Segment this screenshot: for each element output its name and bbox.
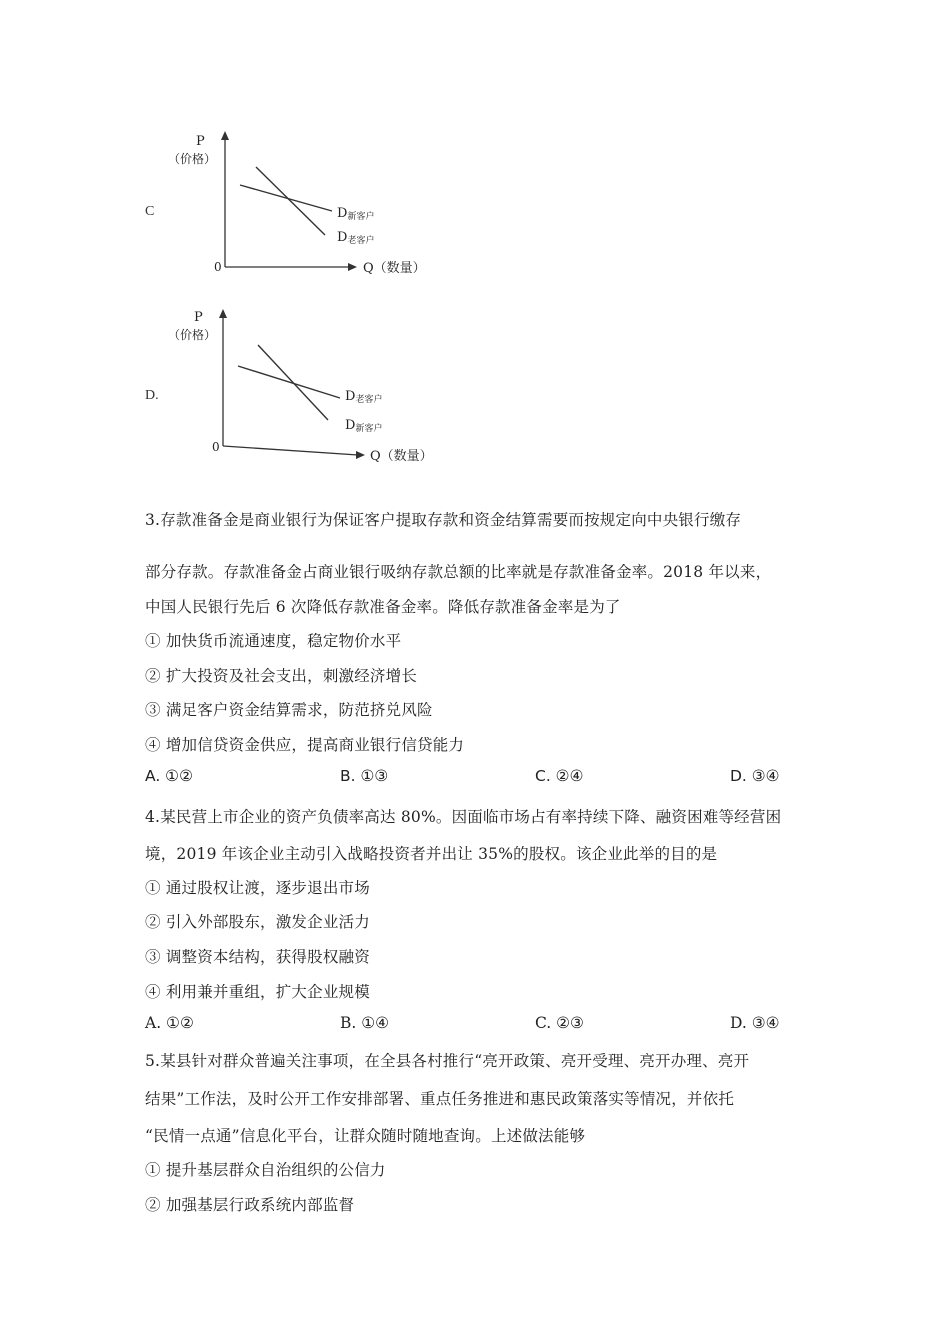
- origin-label: 0: [212, 440, 220, 454]
- demand-old-label-sub: 老客户: [347, 236, 375, 246]
- demand-line-old: [238, 366, 340, 398]
- demand-line-new: [258, 345, 328, 420]
- y-axis-label: P: [194, 310, 203, 325]
- y-axis-sub-label: （价格）: [168, 328, 217, 342]
- option-c-graph: [160, 125, 460, 285]
- q3-choices: [145, 767, 795, 789]
- q4-choice-c[interactable]: C. ②③: [535, 1014, 584, 1032]
- x-axis-label: Q（数量）: [370, 449, 433, 464]
- option-d-graph: [160, 305, 460, 470]
- demand-old-label-main: D: [337, 230, 348, 245]
- y-axis-sub-label: （价格）: [168, 152, 217, 166]
- q5-item-1: ① 提升基层群众自治组织的公信力: [145, 1161, 386, 1179]
- x-axis-arrow: [356, 451, 365, 459]
- q5-stem-line-2: 结果”工作法，及时公开工作安排部署、重点任务推进和惠民政策落实等情况，并依托: [145, 1090, 735, 1108]
- q3-item-1: ① 加快货币流通速度，稳定物价水平: [145, 632, 402, 650]
- y-axis-arrow: [219, 309, 227, 318]
- demand-new-label-main: D: [345, 418, 356, 433]
- origin-label: 0: [214, 260, 222, 274]
- option-c-letter: C: [145, 204, 155, 219]
- q3-item-2: ② 扩大投资及社会支出，刺激经济增长: [145, 667, 418, 685]
- q5-stem-line-1: 5.某县针对群众普遍关注事项，在全县各村推行“亮开政策、亮开受理、亮开办理、亮开: [145, 1052, 750, 1070]
- q4-choice-a[interactable]: A. ①②: [145, 1014, 194, 1032]
- x-axis-arrow: [348, 263, 357, 271]
- q4-item-1: ① 通过股权让渡，逐步退出市场: [145, 879, 370, 897]
- demand-old-label-main: D: [345, 389, 356, 404]
- q4-choice-b[interactable]: B. ①④: [340, 1014, 390, 1032]
- demand-old-label-sub: 老客户: [355, 395, 383, 405]
- y-axis-arrow: [221, 131, 229, 140]
- demand-line-old: [256, 167, 325, 235]
- q3-item-4: ④ 增加信贷资金供应，提高商业银行信贷能力: [145, 736, 465, 754]
- q4-stem-line-2: 境，2019 年该企业主动引入战略投资者并出让 35%的股权。该企业此举的目的是: [145, 845, 718, 863]
- q5-item-2: ② 加强基层行政系统内部监督: [145, 1196, 355, 1214]
- demand-line-new: [240, 185, 332, 211]
- demand-old-label: [337, 230, 374, 246]
- q3-choice-b[interactable]: B. ①③: [340, 767, 389, 785]
- x-axis-label: Q（数量）: [363, 261, 426, 276]
- q3-choice-d[interactable]: D. ③④: [730, 767, 780, 785]
- option-d-letter: D.: [145, 388, 159, 403]
- q3-stem-line-1: 3.存款准备金是商业银行为保证客户提取存款和资金结算需要而按规定向中央银行缴存: [145, 511, 742, 529]
- q4-choices: [145, 1014, 795, 1036]
- demand-new-label-sub: 新客户: [347, 212, 375, 222]
- demand-old-label: [345, 389, 382, 405]
- q4-item-3: ③ 调整资本结构，获得股权融资: [145, 948, 370, 966]
- y-axis-label: P: [196, 134, 205, 149]
- q3-choice-a[interactable]: A. ①②: [145, 767, 193, 785]
- q4-choice-d[interactable]: D. ③④: [730, 1014, 780, 1032]
- q4-item-2: ② 引入外部股东，激发企业活力: [145, 913, 370, 931]
- demand-new-label-sub: 新客户: [355, 424, 383, 434]
- demand-new-label: [345, 418, 382, 434]
- q3-choice-c[interactable]: C. ②④: [535, 767, 584, 785]
- demand-new-label-main: D: [337, 206, 348, 221]
- q3-item-3: ③ 满足客户资金结算需求，防范挤兑风险: [145, 701, 433, 719]
- q3-stem-line-2: 部分存款。存款准备金占商业银行吸纳存款总额的比率就是存款准备金率。2018 年以来，: [145, 563, 772, 581]
- x-axis: [223, 446, 358, 455]
- q3-stem-line-3: 中国人民银行先后 6 次降低存款准备金率。降低存款准备金率是为了: [145, 598, 621, 616]
- q4-item-4: ④ 利用兼并重组，扩大企业规模: [145, 983, 370, 1001]
- q4-stem-line-1: 4.某民营上市企业的资产负债率高达 80%。因面临市场占有率持续下降、融资困难等经营困: [145, 808, 782, 826]
- q5-stem-line-3: “民情一点通”信息化平台，让群众随时随地查询。上述做法能够: [145, 1127, 586, 1145]
- demand-new-label: [337, 206, 374, 222]
